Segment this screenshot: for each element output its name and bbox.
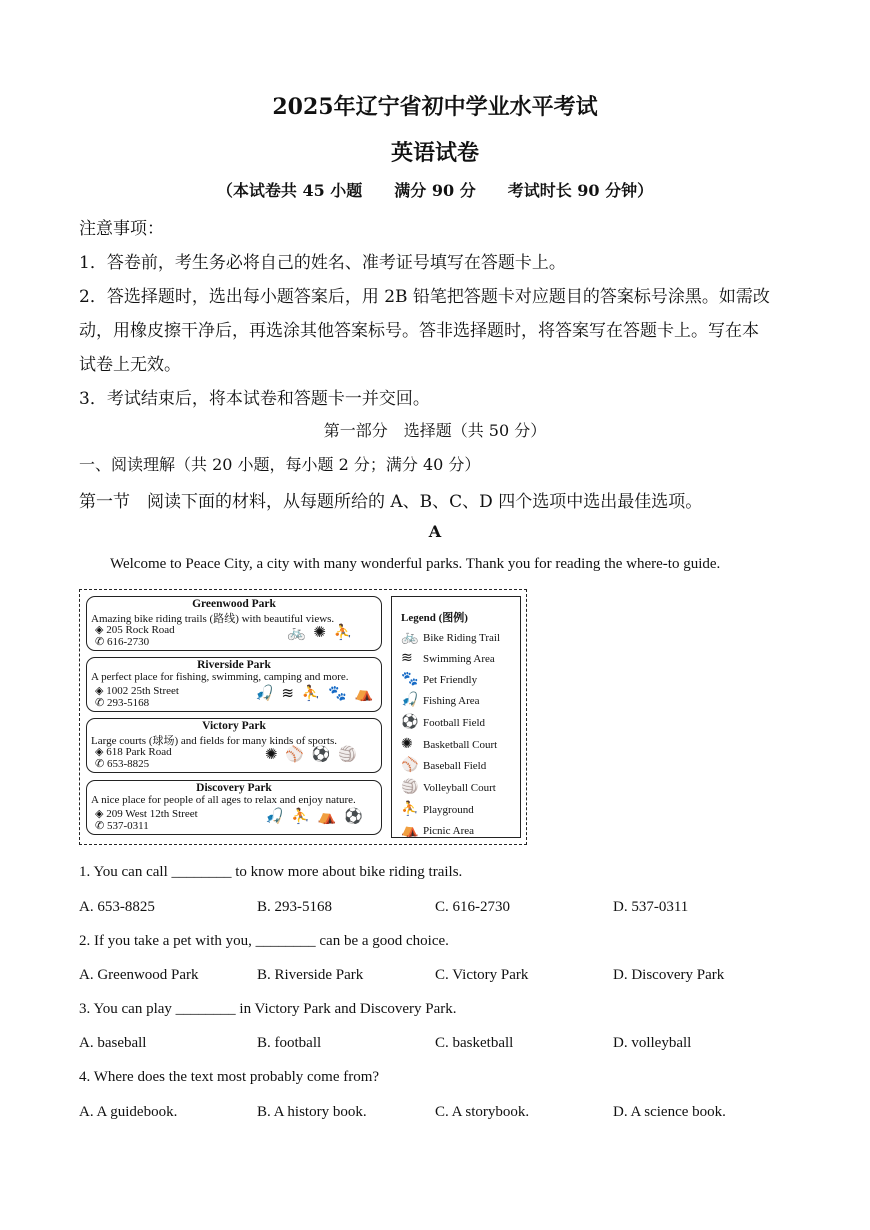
legend-label: Fishing Area [423, 695, 480, 707]
park-address: ◈ 1002 25th Street [95, 685, 179, 697]
legend-title: Legend (图例) [401, 612, 468, 624]
park-phone-text: 616-2730 [106, 636, 150, 648]
legend-label: Baseball Field [423, 760, 487, 772]
basketball-icon: ✺ [401, 737, 413, 752]
question-3-stem: 3. You can play ________ in Victory Park and Discovery Park. [79, 1001, 457, 1017]
legend-item [401, 629, 500, 646]
park-description: Amazing bike riding trails (路线) with beautiful views. [91, 613, 335, 625]
park-card-greenwood [86, 596, 382, 651]
park-address-text: 618 Park Road [106, 746, 172, 758]
volleyball-icon: 🏐 [401, 780, 419, 795]
park-phone: ✆ 537-0311 [95, 820, 149, 832]
note-1: 1．答卷前，考生务必将自己的姓名、准考证号填写在答题卡上。 [79, 253, 566, 273]
note-2-line-3: 试卷上无效。 [79, 355, 181, 375]
exam-info: （本试卷共 45 小题 满分 90 分 考试时长 90 分钟） [216, 181, 654, 200]
question-1-option-d: D. 537-0311 [613, 899, 689, 915]
question-3-option-b: B. football [257, 1035, 322, 1051]
legend-label: Volleyball Court [423, 782, 496, 794]
question-3-option-a: A. baseball [79, 1035, 147, 1051]
legend-item [401, 736, 497, 753]
park-feature-icons: 🎣 ≋ ⛹ 🐾 ⛺ [255, 686, 376, 702]
legend-item [401, 714, 485, 731]
baseball-icon: ⚾ [401, 758, 419, 773]
park-address-text: 209 West 12th Street [106, 808, 198, 820]
legend-item [401, 671, 477, 688]
park-name: Discovery Park [196, 782, 272, 794]
question-1-option-b: B. 293-5168 [257, 899, 332, 915]
park-address: ◈ 209 West 12th Street [95, 808, 198, 820]
park-phone: ✆ 293-5168 [95, 697, 150, 709]
question-2-stem: 2. If you take a pet with you, ________ can be a good choice. [79, 933, 449, 949]
park-description: A nice place for people of all ages to relax and enjoy nature. [91, 794, 356, 806]
note-3: 3．考试结束后，将本试卷和答题卡一并交回。 [79, 389, 430, 409]
legend-item [401, 801, 474, 818]
park-address: ◈ 205 Rock Road [95, 624, 175, 636]
park-address-text: 205 Rock Road [106, 624, 175, 636]
park-guide-map [79, 589, 527, 845]
map-legend [391, 596, 521, 838]
question-2-option-b: B. Riverside Park [257, 967, 364, 983]
legend-label: Swimming Area [423, 653, 495, 665]
swimming-icon: ≋ [401, 651, 413, 666]
park-feature-icons: ✺ ⚾ ⚽ 🏐 [265, 747, 359, 763]
park-feature-icons: 🚲 ✺ ⛹ [287, 625, 355, 641]
legend-item [401, 650, 495, 667]
bike-icon: 🚲 [401, 630, 419, 645]
section-1-heading: 一、阅读理解（共 20 小题，每小题 2 分；满分 40 分） [79, 455, 481, 474]
park-address-text: 1002 25th Street [106, 685, 179, 697]
legend-item [401, 757, 486, 774]
legend-label: Playground [423, 804, 474, 816]
football-icon: ⚽ [401, 715, 419, 730]
park-phone-text: 653-8825 [106, 758, 150, 770]
question-4-option-b: B. A history book. [257, 1104, 367, 1120]
park-name: Victory Park [202, 720, 266, 732]
picnic-icon: ⛺ [401, 823, 419, 838]
question-4-option-a: A. A guidebook. [79, 1104, 178, 1120]
question-1-option-c: C. 616-2730 [435, 899, 510, 915]
legend-item [401, 822, 474, 839]
park-description: Large courts (球场) and fields for many kinds of sports. [91, 735, 338, 747]
park-phone-text: 537-0311 [106, 820, 149, 832]
legend-label: Basketball Court [423, 739, 498, 751]
park-phone: ✆ 616-2730 [95, 636, 150, 648]
passage-letter: A [428, 522, 442, 541]
park-card-victory [86, 718, 382, 773]
park-phone: ✆ 653-8825 [95, 758, 150, 770]
legend-label: Pet Friendly [423, 674, 478, 686]
question-3-option-d: D. volleyball [613, 1035, 692, 1051]
park-phone-text: 293-5168 [106, 697, 150, 709]
exam-title: 2025年辽宁省初中学业水平考试 [272, 94, 598, 120]
park-name: Riverside Park [197, 659, 271, 671]
question-1-stem: 1. You can call ________ to know more about bike riding trails. [79, 864, 463, 880]
question-4-option-d: D. A science book. [613, 1104, 726, 1120]
question-2-option-d: D. Discovery Park [613, 967, 725, 983]
legend-label: Football Field [423, 717, 486, 729]
part-1-heading: 第一部分 选择题（共 50 分） [323, 421, 547, 440]
question-3-option-c: C. basketball [435, 1035, 514, 1051]
note-2-line-2: 动，用橡皮擦干净后，再选涂其他答案标号。答非选择题时，将答案写在答题卡上。写在本 [79, 321, 759, 341]
notes-heading: 注意事项： [79, 219, 164, 239]
park-name: Greenwood Park [192, 598, 276, 610]
subsection-1-heading: 第一节 阅读下面的材料，从每题所给的 A、B、C、D 四个选项中选出最佳选项。 [79, 492, 703, 512]
paw-icon: 🐾 [401, 672, 419, 687]
question-2-option-c: C. Victory Park [435, 967, 529, 983]
note-2-line-1: 2．答选择题时，选出每小题答案后，用 2B 铅笔把答题卡对应题目的答案标号涂黑。如需改 [79, 287, 770, 307]
legend-label: Bike Riding Trail [423, 632, 501, 644]
passage-intro: Welcome to Peace City, a city with many wonderful parks. Thank you for reading the where-to guide. [110, 556, 721, 572]
park-card-riverside [86, 657, 382, 712]
legend-label: Picnic Area [423, 825, 475, 837]
legend-item [401, 692, 480, 709]
question-1-option-a: A. 653-8825 [79, 899, 155, 915]
playground-icon: ⛹ [401, 802, 419, 817]
park-description: A perfect place for fishing, swimming, camping and more. [91, 671, 349, 683]
legend-item [401, 779, 496, 796]
fishing-icon: 🎣 [401, 693, 419, 708]
park-address: ◈ 618 Park Road [95, 746, 172, 758]
question-4-option-c: C. A storybook. [435, 1104, 530, 1120]
park-card-discovery [86, 780, 382, 835]
question-4-stem: 4. Where does the text most probably come from? [79, 1069, 380, 1085]
park-feature-icons: 🎣 ⛹ ⛺ ⚽ [265, 809, 365, 825]
question-2-option-a: A. Greenwood Park [79, 967, 199, 983]
exam-subject: 英语试卷 [390, 140, 479, 166]
